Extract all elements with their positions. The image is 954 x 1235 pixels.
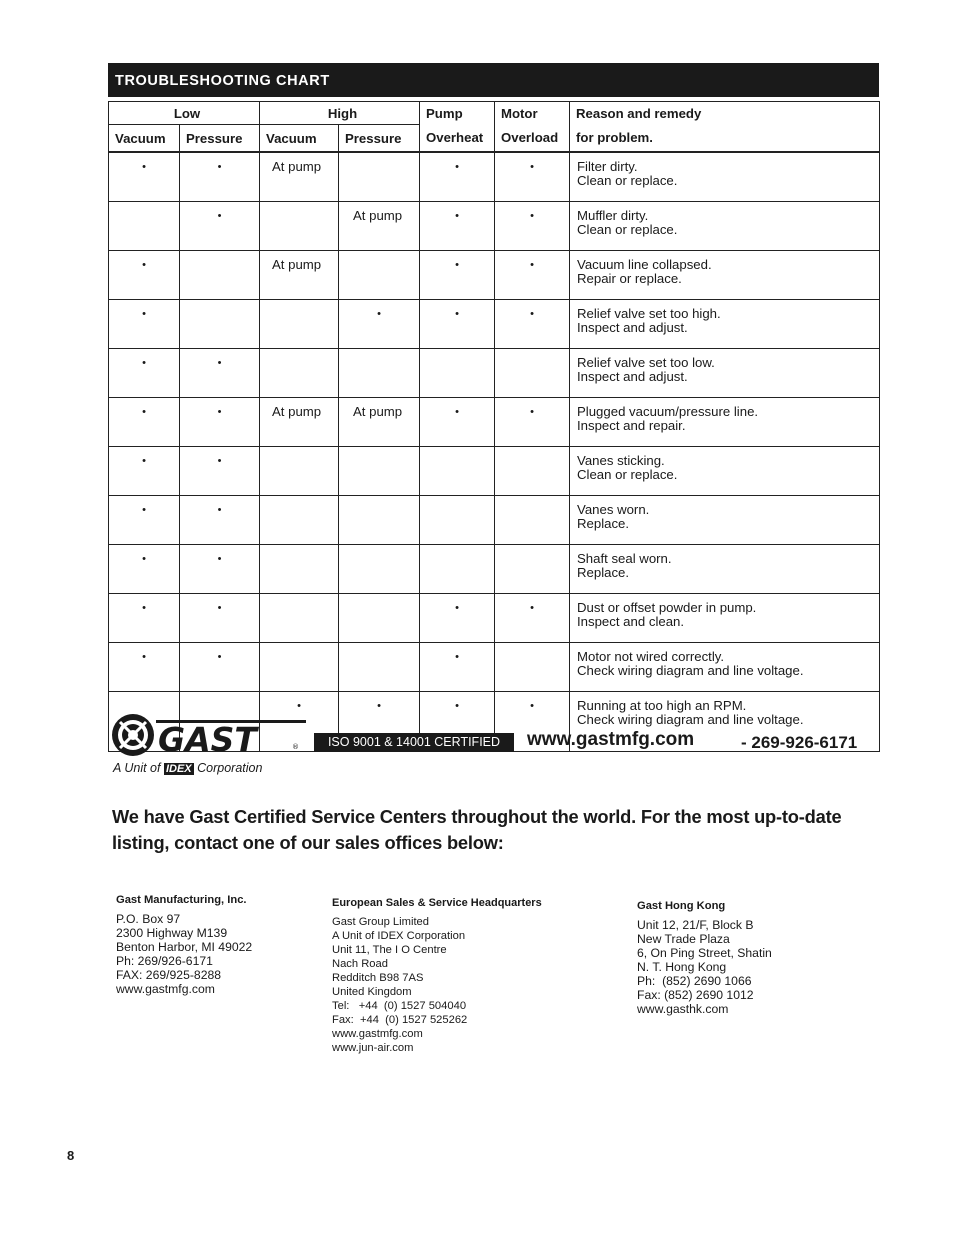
reason-remedy-cell <box>570 545 880 594</box>
header-reason: Reason and remedy <box>570 102 880 125</box>
symptom-cell: At pump <box>339 398 420 447</box>
remedy-text: Clean or replace. <box>577 173 678 188</box>
address-line: Benton Harbor, MI 49022 <box>116 940 253 954</box>
header-pump: Pump <box>420 102 495 125</box>
symptom-cell <box>260 594 339 643</box>
symptom-cell <box>260 496 339 545</box>
symptom-cell <box>339 152 420 202</box>
symptom-cell: • <box>495 251 570 300</box>
symptom-cell <box>339 447 420 496</box>
symptom-cell <box>420 545 495 594</box>
reason-text: Filter dirty. <box>577 159 638 174</box>
symptom-cell <box>260 300 339 349</box>
address-line: www.gastmfg.com <box>116 982 215 996</box>
symptom-cell: • <box>495 594 570 643</box>
table-row <box>109 398 880 447</box>
symptom-cell: At pump <box>260 251 339 300</box>
symptom-cell: • <box>495 202 570 251</box>
header-row-bottom <box>109 125 880 153</box>
troubleshooting-table <box>108 101 880 752</box>
iso-badge: ISO 9001 & 14001 CERTIFIED <box>314 733 514 752</box>
remedy-text: Clean or replace. <box>577 467 678 482</box>
reason-text: Vanes worn. <box>577 502 650 517</box>
symptom-cell: • <box>180 349 260 398</box>
office-gast-manufacturing <box>116 893 252 996</box>
symptom-cell: • <box>260 692 339 752</box>
symptom-cell: • <box>495 300 570 349</box>
symptom-cell: • <box>339 300 420 349</box>
header-low-pressure: Pressure <box>180 125 260 153</box>
reason-text: Muffler dirty. <box>577 208 649 223</box>
symptom-cell <box>495 545 570 594</box>
header-overload: Overload <box>495 125 570 153</box>
address-line: www.gastmfg.com <box>332 1028 423 1040</box>
symptom-cell: • <box>109 643 180 692</box>
remedy-text: Replace. <box>577 516 630 531</box>
symptom-cell <box>339 594 420 643</box>
address-line: 2300 Highway M139 <box>116 926 228 940</box>
symptom-cell: • <box>420 300 495 349</box>
reason-remedy-cell <box>570 349 880 398</box>
symptom-cell <box>495 496 570 545</box>
address-line: Redditch B98 7AS <box>332 972 424 984</box>
symptom-cell <box>180 251 260 300</box>
symptom-cell: • <box>109 447 180 496</box>
header-motor: Motor <box>495 102 570 125</box>
symptom-cell: • <box>495 692 570 752</box>
idex-logo-text: IDEX <box>165 763 192 775</box>
table-row <box>109 349 880 398</box>
website-link[interactable]: www.gastmfg.com <box>527 729 695 750</box>
symptom-cell <box>260 349 339 398</box>
gast-logo <box>110 711 306 759</box>
symptom-cell: • <box>180 594 260 643</box>
symptom-cell: At pump <box>260 152 339 202</box>
remedy-text: Repair or replace. <box>577 271 682 286</box>
symptom-cell: • <box>420 594 495 643</box>
reason-remedy-cell <box>570 594 880 643</box>
reason-remedy-cell <box>570 398 880 447</box>
symptom-cell <box>180 300 260 349</box>
address-line: Tel: +44 (0) 1527 504040 <box>332 1000 467 1012</box>
address-line: P.O. Box 97 <box>116 912 181 926</box>
table-row <box>109 152 880 202</box>
symptom-cell: • <box>180 447 260 496</box>
address-line: Unit 12, 21/F, Block B <box>637 918 754 932</box>
table-row <box>109 545 880 594</box>
remedy-text: Replace. <box>577 565 630 580</box>
address-line: Ph: 269/926-6171 <box>116 954 213 968</box>
address-line: United Kingdom <box>332 986 412 998</box>
page-number: 8 <box>67 1148 75 1163</box>
reason-text: Plugged vacuum/pressure line. <box>577 404 759 419</box>
symptom-cell: At pump <box>339 202 420 251</box>
symptom-cell: • <box>420 152 495 202</box>
header-low-vacuum: Vacuum <box>109 125 180 153</box>
office-name: Gast Manufacturing, Inc. <box>116 894 247 906</box>
reason-remedy-cell <box>570 643 880 692</box>
reason-text: Motor not wired correctly. <box>577 649 725 664</box>
symptom-cell: • <box>339 692 420 752</box>
remedy-text: Inspect and adjust. <box>577 320 688 335</box>
symptom-cell: • <box>495 152 570 202</box>
header-high: High <box>260 102 420 125</box>
chart-title: TROUBLESHOOTING CHART <box>108 63 879 97</box>
remedy-text: Inspect and adjust. <box>577 369 688 384</box>
reason-remedy-cell <box>570 152 880 202</box>
address-line: FAX: 269/925-8288 <box>116 968 222 982</box>
header-high-vacuum: Vacuum <box>260 125 339 153</box>
symptom-cell <box>420 447 495 496</box>
address-line: N. T. Hong Kong <box>637 960 727 974</box>
reason-text: Vanes sticking. <box>577 453 665 468</box>
reason-text: Relief valve set too low. <box>577 355 715 370</box>
remedy-text: Inspect and repair. <box>577 418 686 433</box>
table-row <box>109 251 880 300</box>
symptom-cell <box>339 349 420 398</box>
reason-remedy-cell <box>570 496 880 545</box>
symptom-cell: • <box>180 545 260 594</box>
table-row <box>109 496 880 545</box>
service-centers-headline: We have Gast Certified Service Centers throughout the world. For the most up-to-date listing, contact one of our sales offices below: <box>112 806 842 853</box>
address-line: 6, On Ping Street, Shatin <box>637 946 772 960</box>
symptom-cell <box>339 251 420 300</box>
header-for-problem: for problem. <box>570 125 880 153</box>
address-line: www.jun-air.com <box>332 1042 414 1054</box>
office-european-hq <box>332 896 542 1055</box>
symptom-cell: • <box>420 202 495 251</box>
table-row <box>109 300 880 349</box>
reason-text: Dust or offset powder in pump. <box>577 600 757 615</box>
table-row <box>109 594 880 643</box>
office-name: European Sales & Service Headquarters <box>332 897 542 909</box>
symptom-cell <box>260 643 339 692</box>
table-row <box>109 202 880 251</box>
address-line: Gast Group Limited <box>332 916 430 928</box>
reason-remedy-cell <box>570 300 880 349</box>
symptom-cell <box>339 496 420 545</box>
reason-text: Relief valve set too high. <box>577 306 721 321</box>
office-gast-hong-kong <box>637 899 772 1016</box>
remedy-text: Check wiring diagram and line voltage. <box>577 712 804 727</box>
symptom-cell: • <box>180 152 260 202</box>
reason-remedy-cell <box>570 447 880 496</box>
address-line: Fax: (852) 2690 1012 <box>637 988 754 1002</box>
symptom-cell: • <box>180 643 260 692</box>
symptom-cell <box>260 545 339 594</box>
phone-number: - 269-926-6171 <box>741 733 858 752</box>
remedy-text: Inspect and clean. <box>577 614 685 629</box>
symptom-cell: • <box>495 398 570 447</box>
symptom-cell: • <box>109 594 180 643</box>
symptom-cell: At pump <box>260 398 339 447</box>
symptom-cell <box>420 349 495 398</box>
address-line: Nach Road <box>332 958 388 970</box>
symptom-cell: • <box>109 349 180 398</box>
table-row <box>109 643 880 692</box>
svg-text:®: ® <box>292 743 299 751</box>
remedy-text: Clean or replace. <box>577 222 678 237</box>
unit-prefix: A Unit of <box>113 761 161 775</box>
symptom-cell: • <box>180 202 260 251</box>
address-line: Ph: (852) 2690 1066 <box>637 974 752 988</box>
remedy-text: Check wiring diagram and line voltage. <box>577 663 804 678</box>
symptom-cell: • <box>180 496 260 545</box>
symptom-cell <box>260 202 339 251</box>
symptom-cell <box>339 545 420 594</box>
symptom-cell: • <box>420 643 495 692</box>
reason-text: Shaft seal worn. <box>577 551 672 566</box>
symptom-cell <box>109 202 180 251</box>
symptom-cell <box>420 496 495 545</box>
address-line: A Unit of IDEX Corporation <box>332 930 466 942</box>
symptom-cell: • <box>420 398 495 447</box>
address-line: www.gasthk.com <box>637 1002 729 1016</box>
reason-remedy-cell <box>570 251 880 300</box>
header-high-pressure: Pressure <box>339 125 420 153</box>
symptom-cell: • <box>109 496 180 545</box>
reason-text: Vacuum line collapsed. <box>577 257 712 272</box>
office-name: Gast Hong Kong <box>637 900 726 912</box>
symptom-cell: • <box>420 251 495 300</box>
symptom-cell: • <box>109 152 180 202</box>
logo-text: GAST <box>158 720 257 759</box>
symptom-cell <box>495 447 570 496</box>
symptom-cell: • <box>109 300 180 349</box>
address-line: New Trade Plaza <box>637 932 730 946</box>
symptom-cell <box>339 643 420 692</box>
unit-suffix: Corporation <box>197 761 263 775</box>
symptom-cell: • <box>180 398 260 447</box>
symptom-cell <box>260 447 339 496</box>
symptom-cell <box>495 643 570 692</box>
address-line: Unit 11, The I O Centre <box>332 944 447 956</box>
reason-remedy-cell <box>570 202 880 251</box>
header-low: Low <box>109 102 260 125</box>
symptom-cell <box>495 349 570 398</box>
reason-text: Running at too high an RPM. <box>577 698 747 713</box>
symptom-cell: • <box>109 398 180 447</box>
address-line: Fax: +44 (0) 1527 525262 <box>332 1014 468 1026</box>
symptom-cell: • <box>420 692 495 752</box>
unit-of-line <box>113 761 262 775</box>
header-overheat: Overheat <box>420 125 495 153</box>
symptom-cell: • <box>109 251 180 300</box>
table-row <box>109 447 880 496</box>
symptom-cell: • <box>109 545 180 594</box>
header-row-top <box>109 102 880 125</box>
